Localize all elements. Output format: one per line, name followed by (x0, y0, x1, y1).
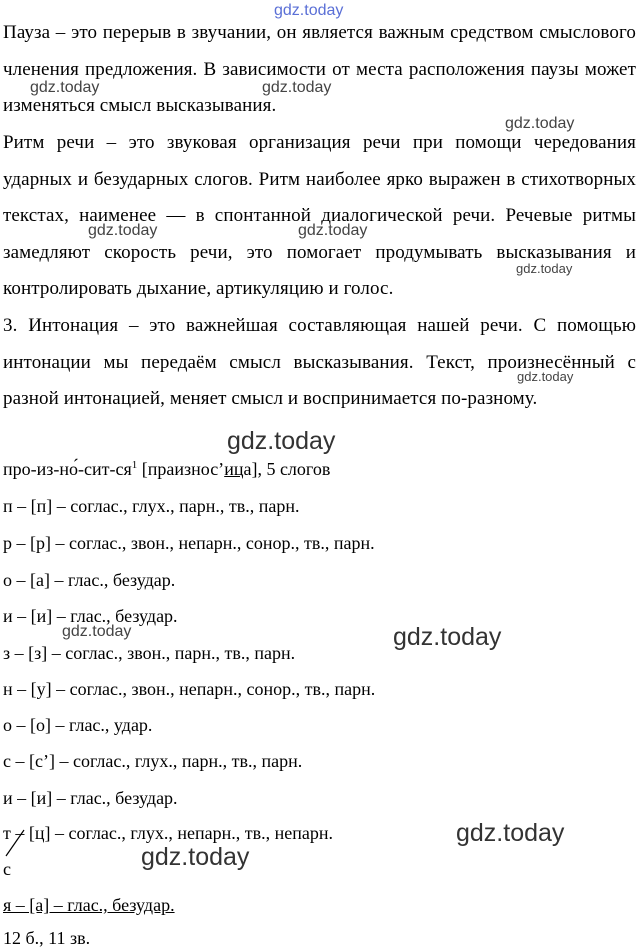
sound-line: о – [о] – глас., удар. (3, 715, 153, 735)
sound-line: т – [ц] – соглас., глух., непарн., тв., непарн. (3, 823, 333, 843)
watermark: gdz.today (30, 79, 100, 96)
watermark: gdz.today (516, 261, 573, 276)
merge-bracket-icon (4, 828, 28, 858)
phonetic-analysis-header (3, 458, 330, 480)
watermark: gdz.today (393, 623, 502, 651)
watermark: gdz.today (274, 2, 344, 19)
footnote-mark: 1 (131, 459, 138, 471)
watermark: gdz.today (262, 79, 332, 96)
transcription: [праизнос’ица] (141, 459, 258, 479)
sound-line: р – [р] – соглас., звон., непарн., сонор., тв., парн. (3, 533, 375, 553)
watermark: gdz.today (298, 222, 368, 239)
sound-line: я – [а] – глас., безудар. (3, 895, 175, 915)
watermark: gdz.today (456, 819, 565, 847)
sound-line: п – [п] – соглас., глух., парн., тв., парн. (3, 496, 300, 516)
watermark: gdz.today (227, 427, 336, 455)
watermark: gdz.today (505, 115, 575, 132)
watermark: gdz.today (141, 843, 250, 871)
paragraph-pause: Пауза – это перерыв в звучании, он является важным средством смыслового членения предложения. В зависимости от места расположения паузы может изменяться смысл высказывания. (3, 22, 636, 116)
sound-line: н – [у] – соглас., звон., непарн., сонор., тв., парн. (3, 679, 376, 699)
sound-line: с – [с’] – соглас., глух., парн., тв., парн. (3, 751, 303, 771)
watermark: gdz.today (62, 623, 132, 640)
sound-line: и – [и] – глас., безудар. (3, 788, 178, 808)
syllable-count: , 5 слогов (257, 459, 331, 479)
watermark: gdz.today (88, 222, 158, 239)
paragraph-rhythm: Ритм речи – это звуковая организация речи при помощи чередования ударных и безударных слогов. Ритм наиболее ярко выражен в стихотворных текстах, наименее — в спонтанной диалогической речи. Речевые ритмы замедляют скорость речи, это помогает продумывать высказывания и контролировать дыхание, артикуляцию и голос. (3, 132, 636, 299)
sound-line: з – [з] – соглас., звон., парн., тв., парн. (3, 643, 296, 663)
sound-line: с (3, 859, 11, 879)
analysed-word: про-из-но́-сит-ся (3, 459, 132, 479)
summary-count: 12 б., 11 зв. (3, 928, 91, 948)
paragraph-intonation: 3. Интонация – это важнейшая составляющая нашей речи. С помощью интонации мы передаём смысл высказывания. Текст, произнесённый с разной интонацией, меняет смысл и воспринимается по-разному. (3, 315, 636, 409)
watermark: gdz.today (517, 369, 574, 384)
sound-line: и – [и] – глас., безудар. (3, 606, 178, 626)
sound-line: о – [а] – глас., безудар. (3, 570, 176, 590)
